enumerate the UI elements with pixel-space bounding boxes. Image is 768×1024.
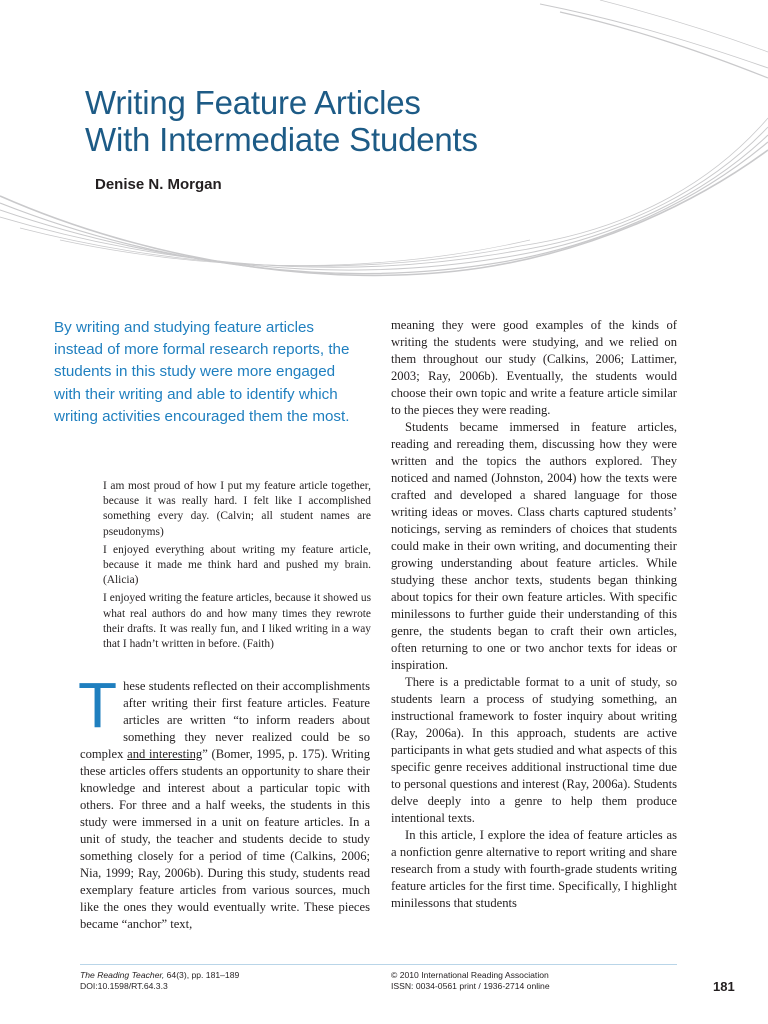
- body-text: ” (Bomer, 1995, p. 175). Writing these articles offers students an opportunity to share their knowledge and interest about a particular topic with others. For three and a half weeks, the students in this study were immersed in a unit on feature articles. In a unit of study, the teacher and students decide to study something closely for a period of time (Calkins, 2006; Nia, 1999; Ray, 2006b). During this study, students read exemplary feature articles from various sources, much like the ones they would eventually write. These pieces became “anchor” text,: [80, 747, 370, 931]
- body-paragraph: Students became immersed in feature articles, reading and rereading them, discussing how they were written and the topics the authors explored. They noticed and named (Johnston, 2004) how the texts were crafted and developed a shared language for those writing ideas or moves. Class charts captured students’ noticings, serving as reminders of choices that students could make in their own writing, and documenting their growing understanding about feature articles. While studying these anchor texts, students began thinking about topics for their own feature articles. With specific minilessons to further guide their understanding of this genre, the students began to craft their own articles, often returning to one or two anchor texts for ideas or inspiration.: [391, 420, 677, 672]
- journal-issue: 64(3), pp. 181–189: [164, 970, 240, 980]
- drop-cap: T: [78, 669, 118, 741]
- footer-copyright: [391, 970, 550, 992]
- body-column-left: [78, 669, 370, 933]
- body-paragraph: In this article, I explore the idea of feature articles as a nonfiction genre alternative to report writing and share research from a study with fourth-grade students writing feature articles for the first time. Specifically, I highlight minilessons that students: [391, 828, 677, 910]
- body-paragraph: meaning they were good examples of the kinds of writing the students were studying, and we relied on them throughout our study (Calkins, 2006; Lattimer, 2003; Ray, 2006b). Eventually, the students would choose their own topic and write a feature article similar to the pieces they were reading.: [391, 318, 677, 417]
- student-quote: I enjoyed everything about writing my feature article, because it made me think hard and pushed my brain. (Alicia): [103, 543, 371, 587]
- body-column-right: [391, 317, 677, 912]
- title-line-2: With Intermediate Students: [85, 121, 478, 158]
- doi: DOI:10.1598/RT.64.3.3: [80, 981, 168, 991]
- article-title: [85, 84, 478, 158]
- student-quote: I am most proud of how I put my feature article together, because it was really hard. I felt like I accomplished something every day. (Calvin; all student names are pseudonyms): [103, 480, 371, 538]
- footer-divider: [80, 964, 677, 965]
- footer-citation: [80, 970, 239, 992]
- copyright-line: © 2010 International Reading Association: [391, 970, 549, 980]
- body-paragraph: There is a predictable format to a unit of study, so students learn a process of studying something, an instructional framework to foster inquiry about writing (Ray, 2006a). In this approach, students are active participants in what gets studied and what aspects of this specific genre receives additional instructional time due to personal questions and interest (Ray, 2006a). Students delve deeply into a genre to help them produce intentional texts.: [391, 675, 677, 825]
- title-line-1: Writing Feature Articles: [85, 84, 421, 121]
- journal-name: The Reading Teacher,: [80, 970, 165, 980]
- body-text: hese students reflected on their accomplishments after writing their first feature articles. Feature articles are written “to inform readers about something they never realized could be so complex: [80, 679, 370, 761]
- author-name: Denise N. Morgan: [95, 176, 222, 193]
- student-quotes: [103, 479, 371, 655]
- page-number: 181: [713, 979, 735, 994]
- student-quote: I enjoyed writing the feature articles, because it showed us what real authors do and how many times they rewrote their drafts. It was really fun, and I liked writing in a way that I hadn’t written in before. (Faith): [103, 592, 371, 651]
- journal-citation: [80, 970, 239, 981]
- pull-quote: By writing and studying feature articles instead of more formal research reports, the students in this study were more engaged with their writing and able to identify which writing activities encouraged them the most.: [54, 319, 350, 425]
- issn-line: ISSN: 0034-0561 print / 1936-2714 online: [391, 981, 550, 991]
- underlined-text: and interesting: [127, 747, 203, 761]
- body-paragraph: [78, 669, 370, 933]
